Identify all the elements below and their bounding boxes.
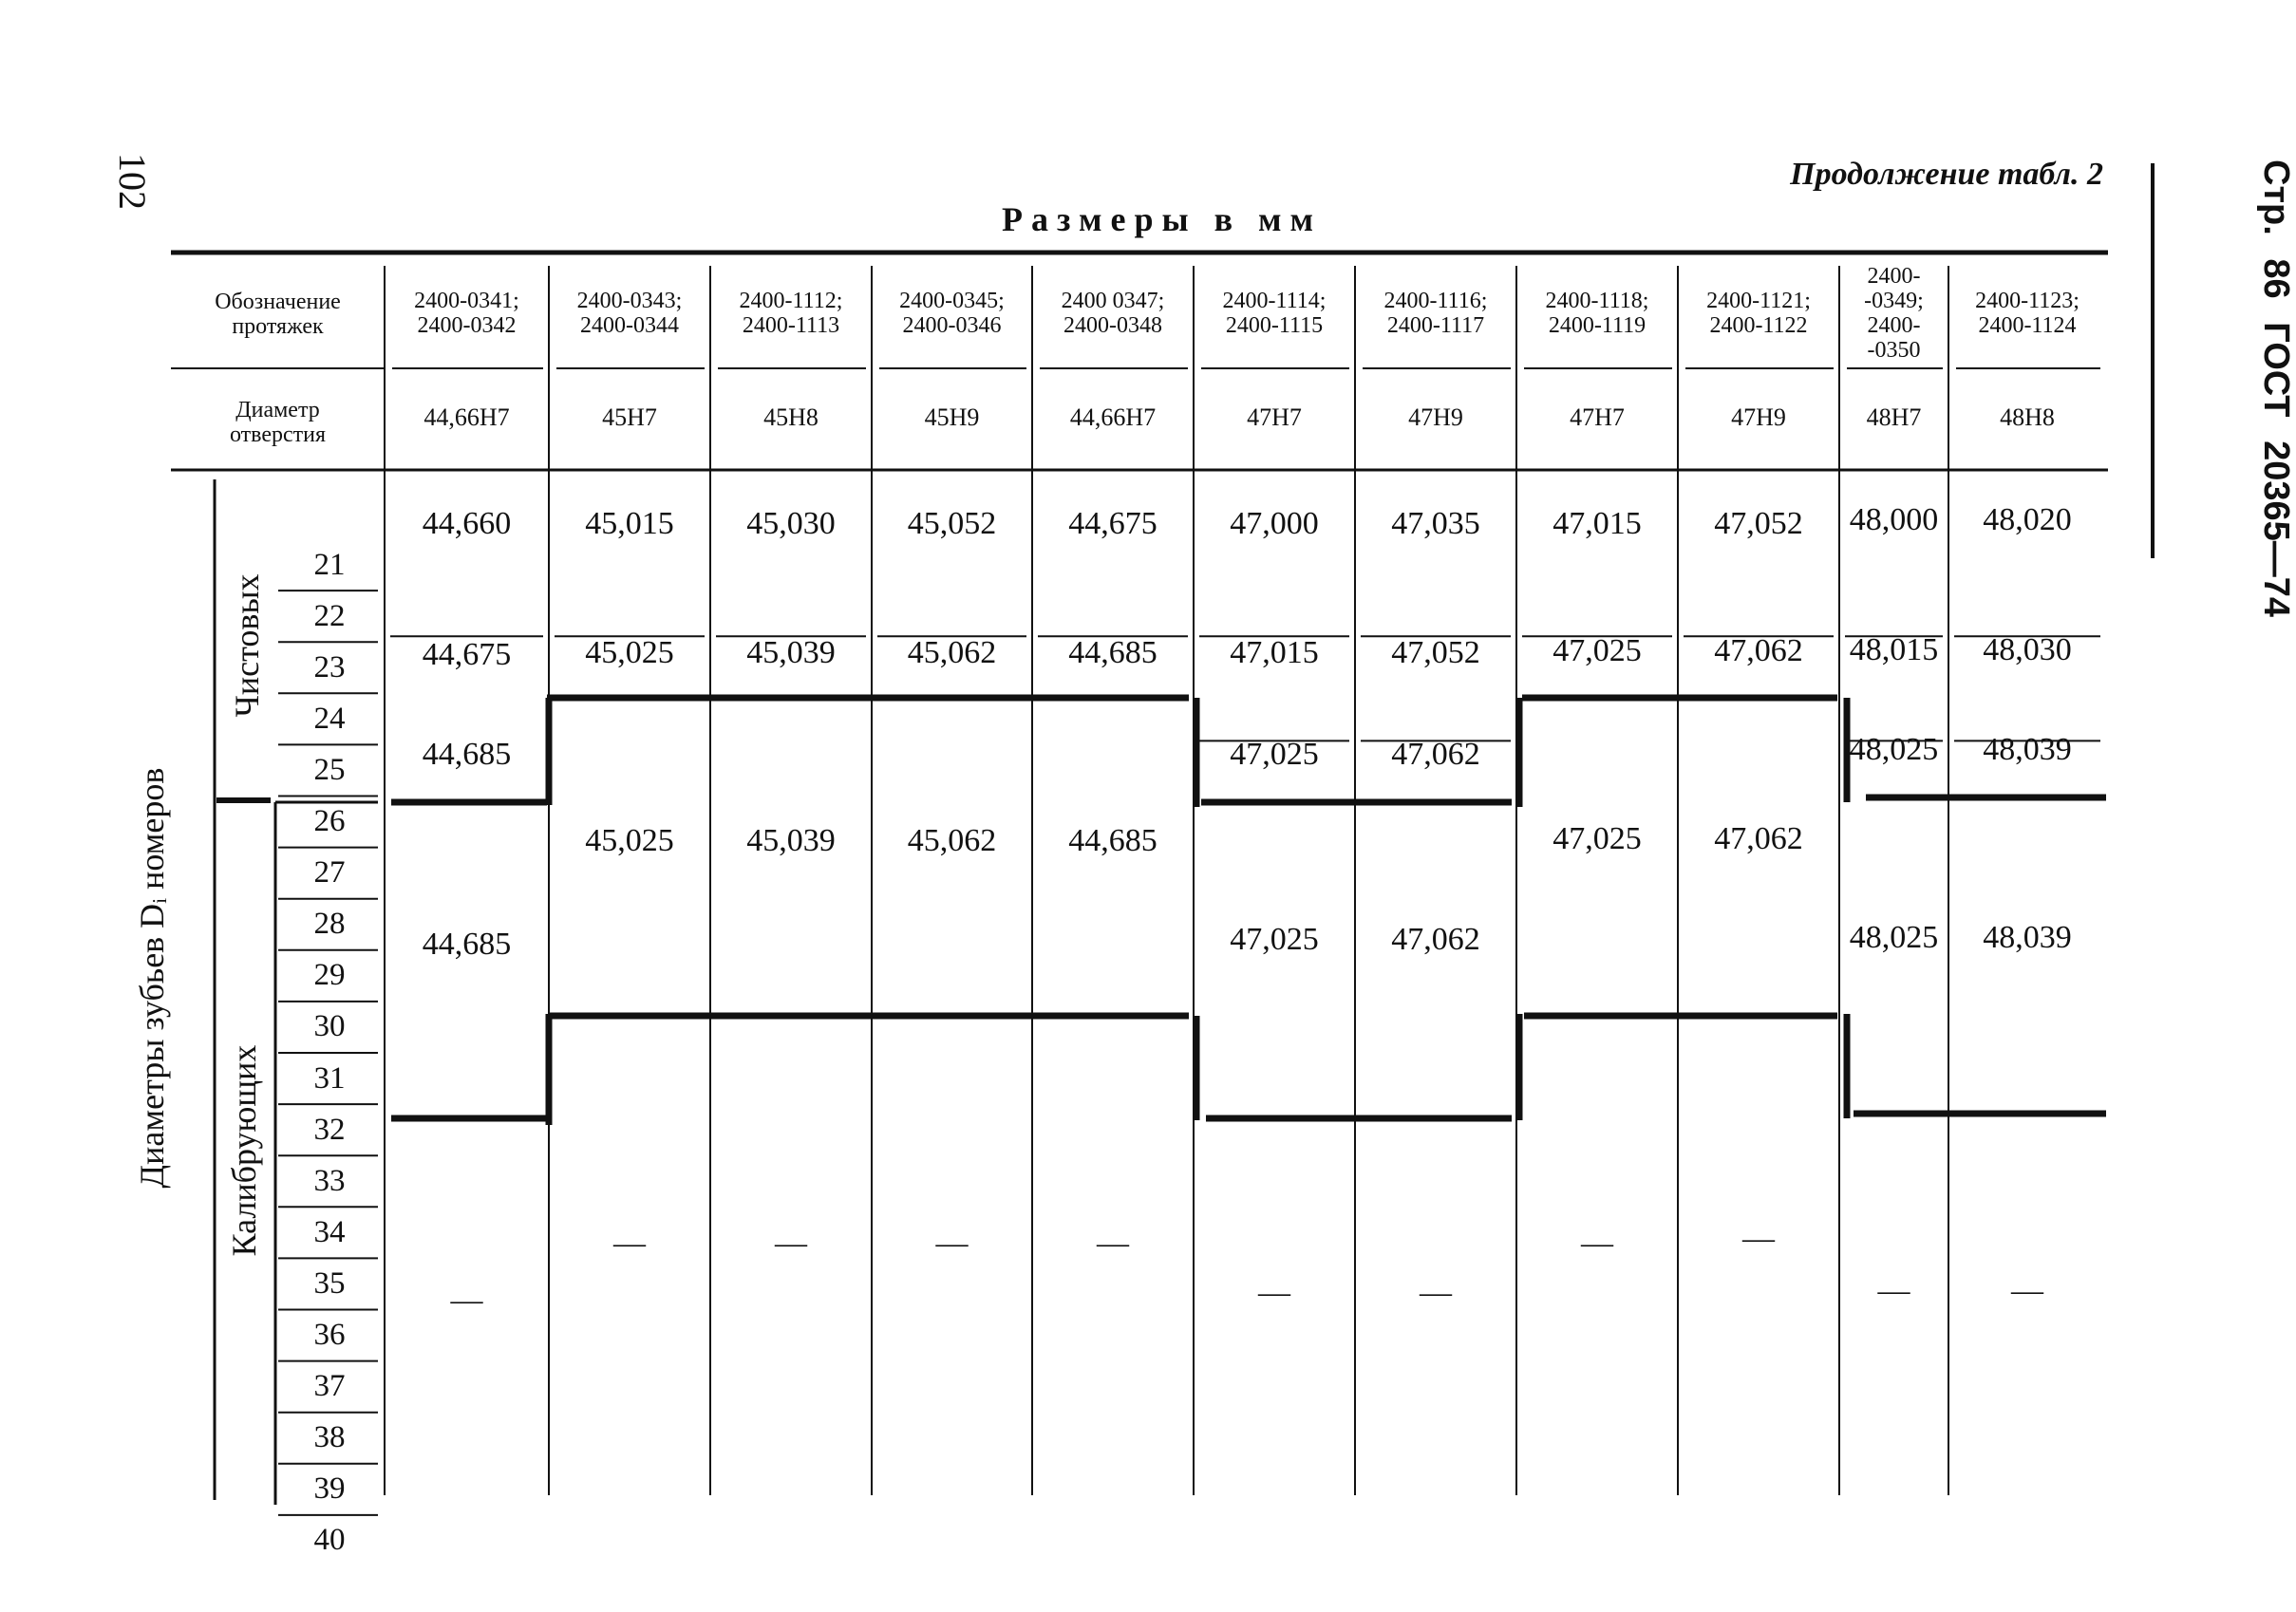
tolerance-0: 44,66H7 [423,403,510,431]
header-designation: Обозначение протяжек [215,290,341,339]
value-cell-10-3: 48,039 [1983,920,2072,955]
tolerance-10: 48H8 [2000,403,2055,431]
value-cell-10-2: 48,039 [1983,732,2072,767]
value-cell-8-0: 47,052 [1714,506,1803,541]
tolerance-5: 47H7 [1247,403,1302,431]
empty-value-4-3: — [1097,1226,1129,1261]
row-number-33: 33 [313,1163,346,1198]
tolerance-4: 44,66H7 [1069,403,1157,431]
value-cell-4-1: 44,685 [1068,635,1157,670]
value-cell-1-1: 45,025 [585,635,674,670]
empty-value-0-4: — [450,1283,483,1318]
tolerance-6: 47H9 [1408,403,1463,431]
value-cell-10-0: 48,020 [1983,502,2072,537]
value-cell-7-1: 47,025 [1553,633,1642,668]
row-number-39: 39 [313,1471,346,1507]
calibrating-label: Калибрующих [225,1044,263,1257]
value-cell-4-2: 44,685 [1068,823,1157,858]
empty-value-10-4: — [2011,1273,2043,1308]
row-number-30: 30 [313,1009,346,1044]
row-number-35: 35 [313,1265,346,1301]
value-cell-6-0: 47,035 [1391,506,1480,541]
designation-9: 2400- -0349; 2400- -0350 [1864,264,1924,363]
tolerance-7: 47H7 [1570,403,1625,431]
empty-value-7-3: — [1581,1226,1613,1261]
designation-5: 2400-1114; 2400-1115 [1222,289,1327,338]
row-number-38: 38 [313,1420,346,1455]
units-caption: Размеры в мм [1002,200,1323,238]
value-cell-1-0: 45,015 [585,506,674,541]
value-cell-3-1: 45,062 [907,635,997,670]
value-cell-5-1: 47,015 [1230,635,1319,670]
value-cell-0-3: 44,685 [422,927,512,962]
continuation-caption: Продолжение табл. 2 [1790,157,2103,192]
value-cell-3-2: 45,062 [907,823,997,858]
value-cell-7-2: 47,025 [1553,821,1642,856]
group-label: Диаметры зубьев Dᵢ номеров [133,767,171,1189]
value-cell-6-3: 47,062 [1391,922,1480,957]
empty-value-2-3: — [775,1226,807,1261]
row-number-22: 22 [313,598,346,633]
empty-value-8-3: — [1742,1221,1775,1256]
row-number-34: 34 [313,1214,346,1249]
value-cell-7-0: 47,015 [1553,506,1642,541]
value-cell-2-2: 45,039 [746,823,836,858]
value-cell-0-1: 44,675 [422,637,512,672]
empty-value-6-4: — [1420,1275,1452,1310]
tolerance-3: 45H9 [924,403,980,431]
value-cell-3-0: 45,052 [907,506,997,541]
value-cell-8-2: 47,062 [1714,821,1803,856]
row-number-37: 37 [313,1369,346,1404]
value-cell-8-1: 47,062 [1714,633,1803,668]
row-number-25: 25 [313,752,346,787]
page-number: 102 [111,153,154,210]
empty-value-9-4: — [1877,1273,1910,1308]
row-number-40: 40 [313,1523,346,1558]
row-number-27: 27 [313,855,346,890]
value-cell-9-3: 48,025 [1849,920,1939,955]
designation-3: 2400-0345; 2400-0346 [899,289,1005,338]
designation-1: 2400-0343; 2400-0344 [576,289,683,338]
standard-header: Стр. 86 ГОСТ 20365—74 [2256,159,2296,618]
tolerance-1: 45H7 [602,403,657,431]
row-number-32: 32 [313,1112,346,1147]
empty-value-3-3: — [935,1226,969,1261]
value-cell-5-3: 47,025 [1230,922,1319,957]
tolerance-9: 48H7 [1866,403,1922,431]
value-cell-2-0: 45,030 [746,506,836,541]
row-number-23: 23 [313,649,346,684]
designation-0: 2400-0341; 2400-0342 [414,289,519,338]
row-number-21: 21 [313,547,346,582]
value-cell-9-0: 48,000 [1849,502,1939,537]
value-cell-9-1: 48,015 [1849,632,1939,667]
designation-4: 2400 0347; 2400-0348 [1061,289,1165,338]
value-cell-10-1: 48,030 [1983,632,2072,667]
tolerance-2: 45H8 [763,403,819,431]
value-cell-2-1: 45,039 [746,635,836,670]
tolerance-8: 47H9 [1731,403,1786,431]
designation-10: 2400-1123; 2400-1124 [1975,289,2080,338]
designation-2: 2400-1112; 2400-1113 [739,289,843,338]
row-number-29: 29 [313,958,346,993]
value-cell-0-0: 44,660 [422,506,512,541]
value-cell-0-2: 44,685 [422,737,512,772]
value-cell-6-1: 47,052 [1391,635,1480,670]
designation-7: 2400-1118; 2400-1119 [1545,289,1649,338]
designation-6: 2400-1116; 2400-1117 [1383,289,1488,338]
row-number-31: 31 [313,1060,346,1096]
row-number-28: 28 [313,907,346,942]
header-diameter: Диаметр отверстия [229,398,327,447]
value-cell-4-0: 44,675 [1068,506,1157,541]
value-cell-5-0: 47,000 [1230,506,1319,541]
designation-8: 2400-1121; 2400-1122 [1706,289,1811,338]
value-cell-1-2: 45,025 [585,823,674,858]
empty-value-5-4: — [1258,1275,1290,1310]
row-number-24: 24 [313,701,346,736]
value-cell-6-2: 47,062 [1391,737,1480,772]
value-cell-9-2: 48,025 [1849,732,1939,767]
finishing-label: Чистовых [228,573,266,718]
empty-value-1-3: — [613,1226,646,1261]
value-cell-5-2: 47,025 [1230,737,1319,772]
row-number-36: 36 [313,1318,346,1353]
row-number-26: 26 [313,804,346,839]
